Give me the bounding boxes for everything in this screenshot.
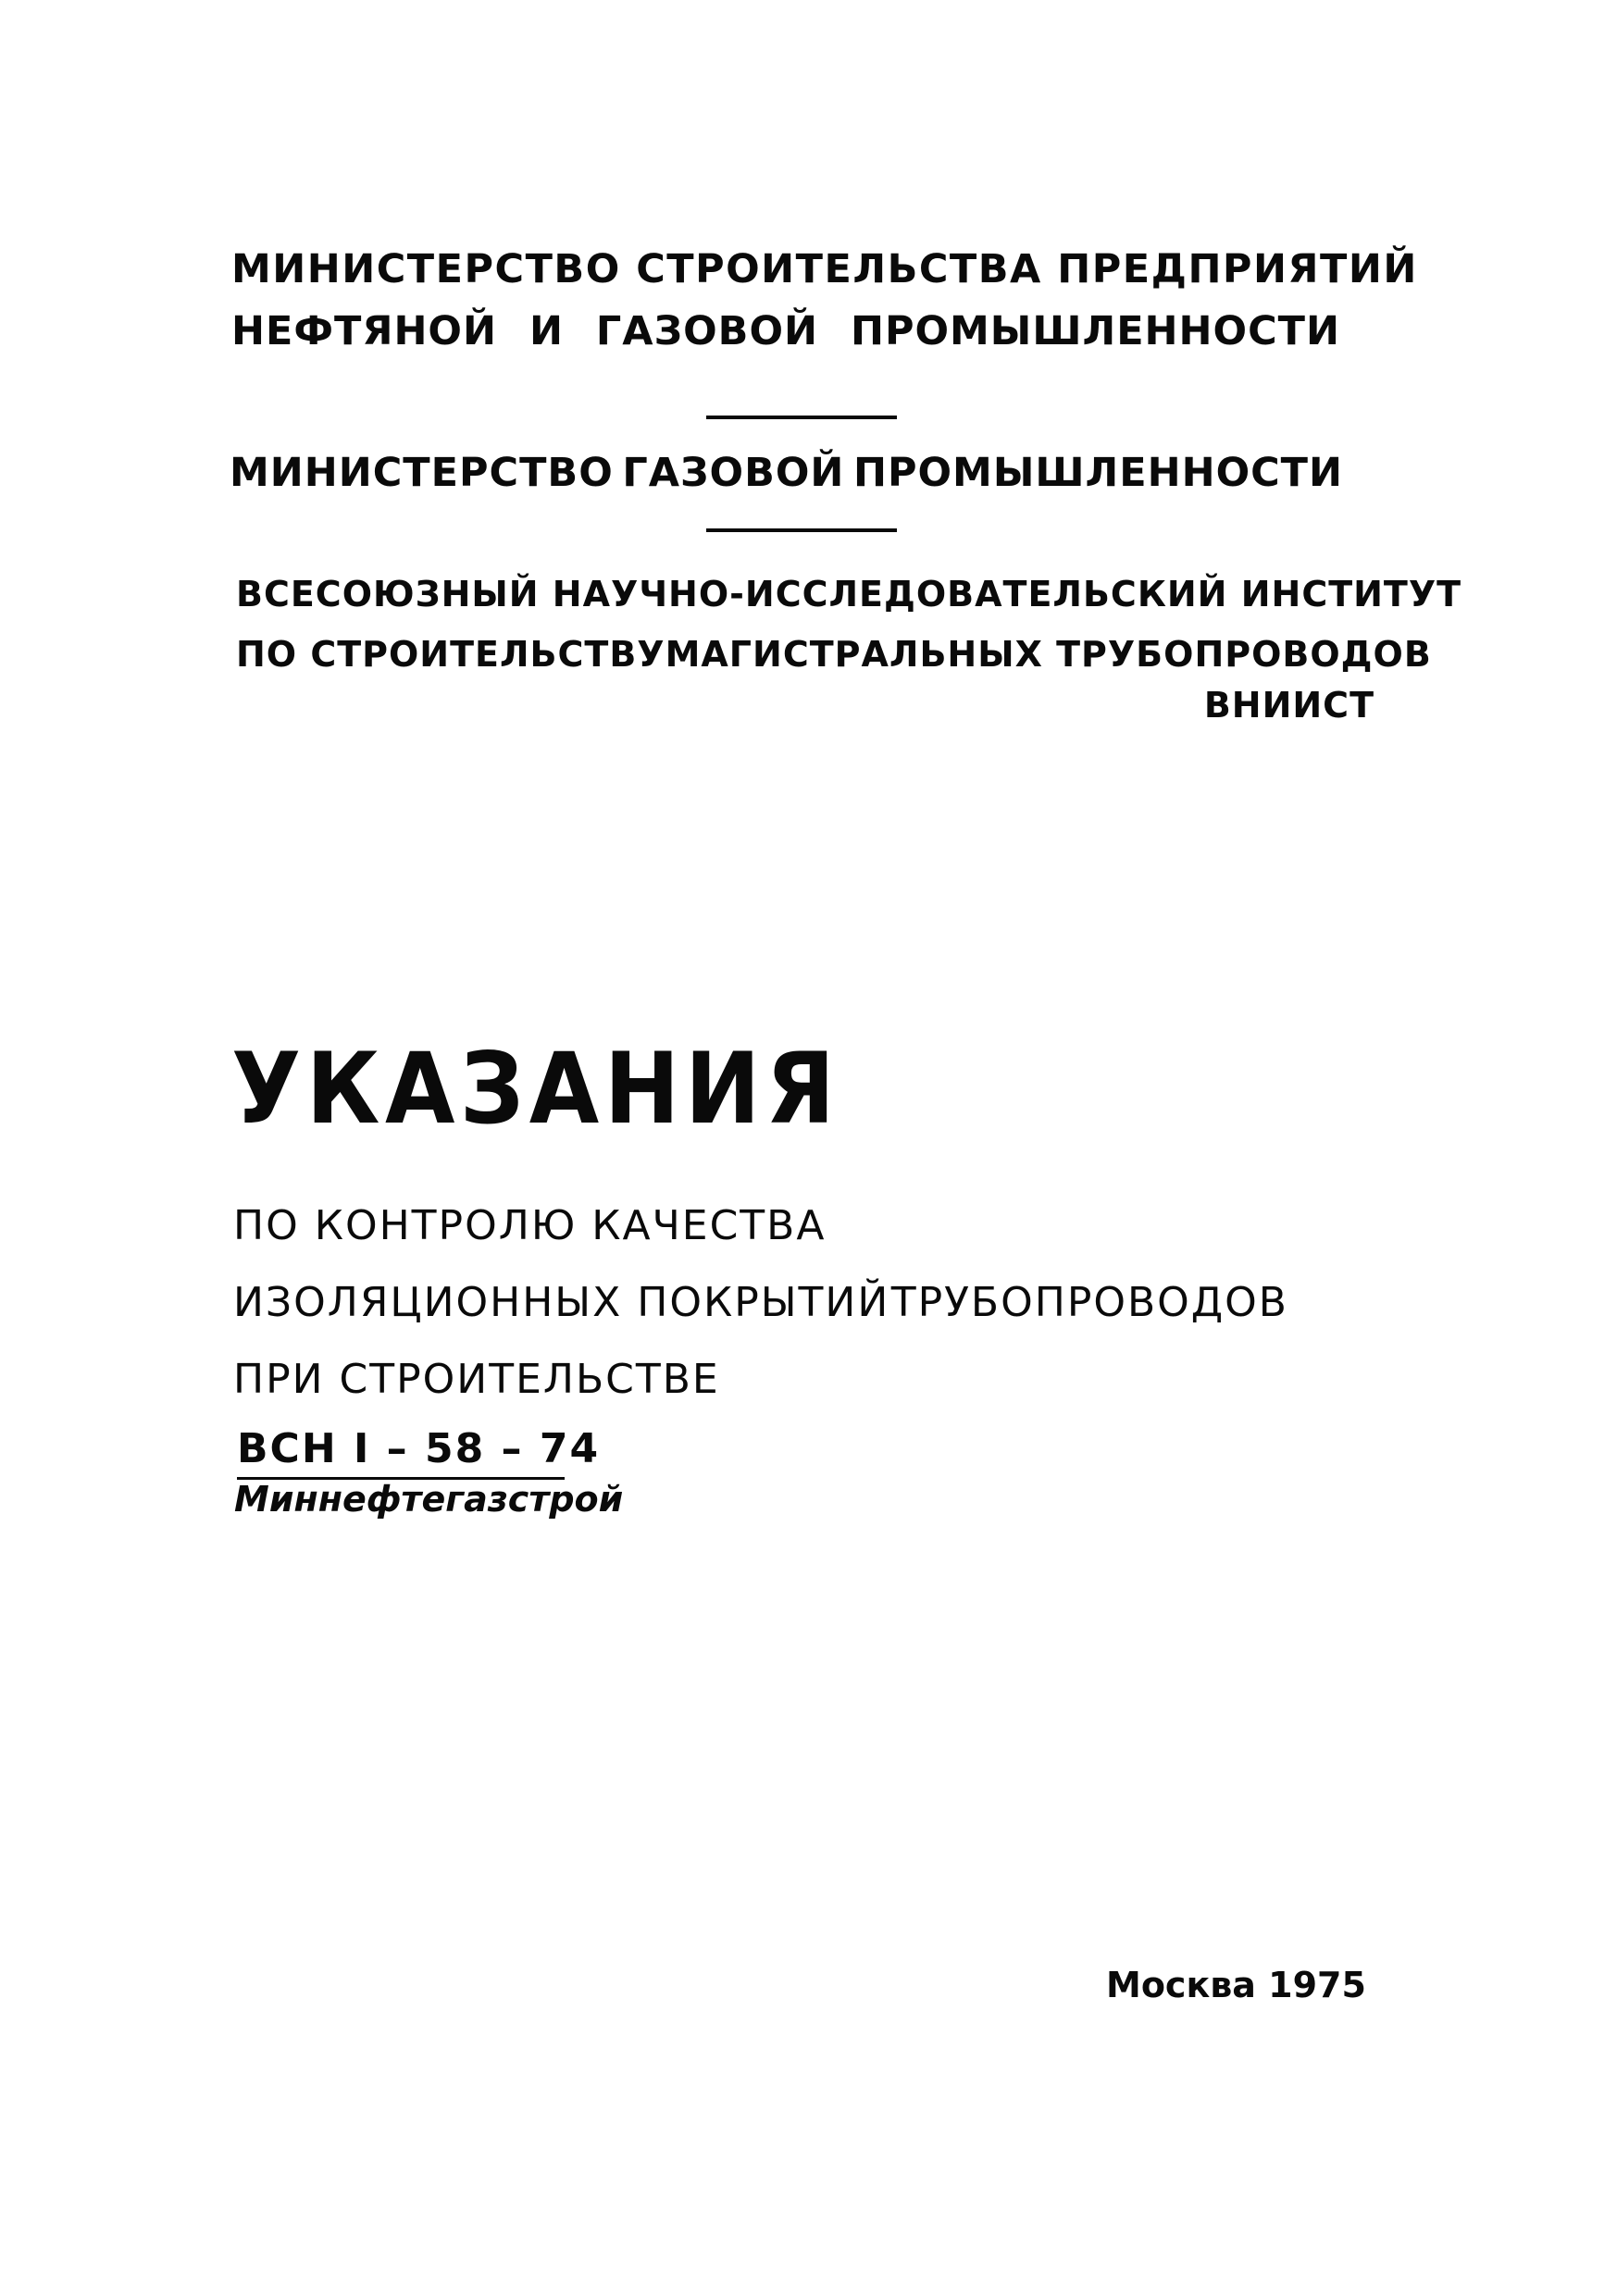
subtitle-line1: ПО КОНТРОЛЮ КАЧЕСТВА xyxy=(233,1202,827,1249)
ministry-construction-line1: МИНИСТЕРСТВО СТРОИТЕЛЬСТВА ПРЕДПРИЯТИЙ xyxy=(231,246,1418,292)
separator-line-2 xyxy=(706,528,897,532)
document-title: УКАЗАНИЯ xyxy=(231,1032,840,1146)
word-ministry: МИНИСТЕРСТВО xyxy=(230,450,614,496)
ministry-gas-block xyxy=(231,442,1370,504)
institute-line2-right: МАГИСТРАЛЬНЫХ ТРУБОПРОВОДОВ xyxy=(665,634,1432,675)
subtitle-line2-right: ТРУБОПРОВОДОВ xyxy=(890,1279,1288,1326)
ministry-gas-line xyxy=(230,442,1343,504)
institute-abbreviation: ВНИИСТ xyxy=(1203,685,1374,726)
institute-line2-left: ПО СТРОИТЕЛЬСТВУ xyxy=(236,634,665,675)
subtitle-line3: ПРИ СТРОИТЕЛЬСТВЕ xyxy=(233,1356,720,1403)
word-industry-2: ПРОМЫШЛЕННОСТИ xyxy=(852,450,1343,496)
subtitle-line2-left: ИЗОЛЯЦИОННЫХ ПОКРЫТИЙ xyxy=(233,1279,890,1326)
document-subtitle xyxy=(233,1187,1288,1418)
city-year: Москва 1975 xyxy=(1106,1965,1366,2005)
word-and: И xyxy=(529,308,564,354)
word-gas-2: ГАЗОВОЙ xyxy=(622,450,845,496)
ministry-construction-block xyxy=(231,239,1418,363)
word-oil: НЕФТЯНОЙ xyxy=(231,308,497,354)
document-code: ВСН І – 58 – 74 xyxy=(237,1425,601,1472)
word-industry: ПРОМЫШЛЕННОСТИ xyxy=(850,308,1340,354)
issuing-organization: Миннефтегазстрой xyxy=(234,1479,624,1520)
institute-block xyxy=(236,565,1462,685)
ministry-construction-line2 xyxy=(231,301,1340,363)
institute-line1: ВСЕСОЮЗНЫЙ НАУЧНО-ИССЛЕДОВАТЕЛЬСКИЙ ИНСТИТУТ xyxy=(236,574,1462,614)
separator-line-1 xyxy=(706,416,897,419)
subtitle-line2 xyxy=(233,1264,1288,1341)
institute-line2 xyxy=(236,625,1432,685)
word-gas: ГАЗОВОЙ xyxy=(595,308,818,354)
